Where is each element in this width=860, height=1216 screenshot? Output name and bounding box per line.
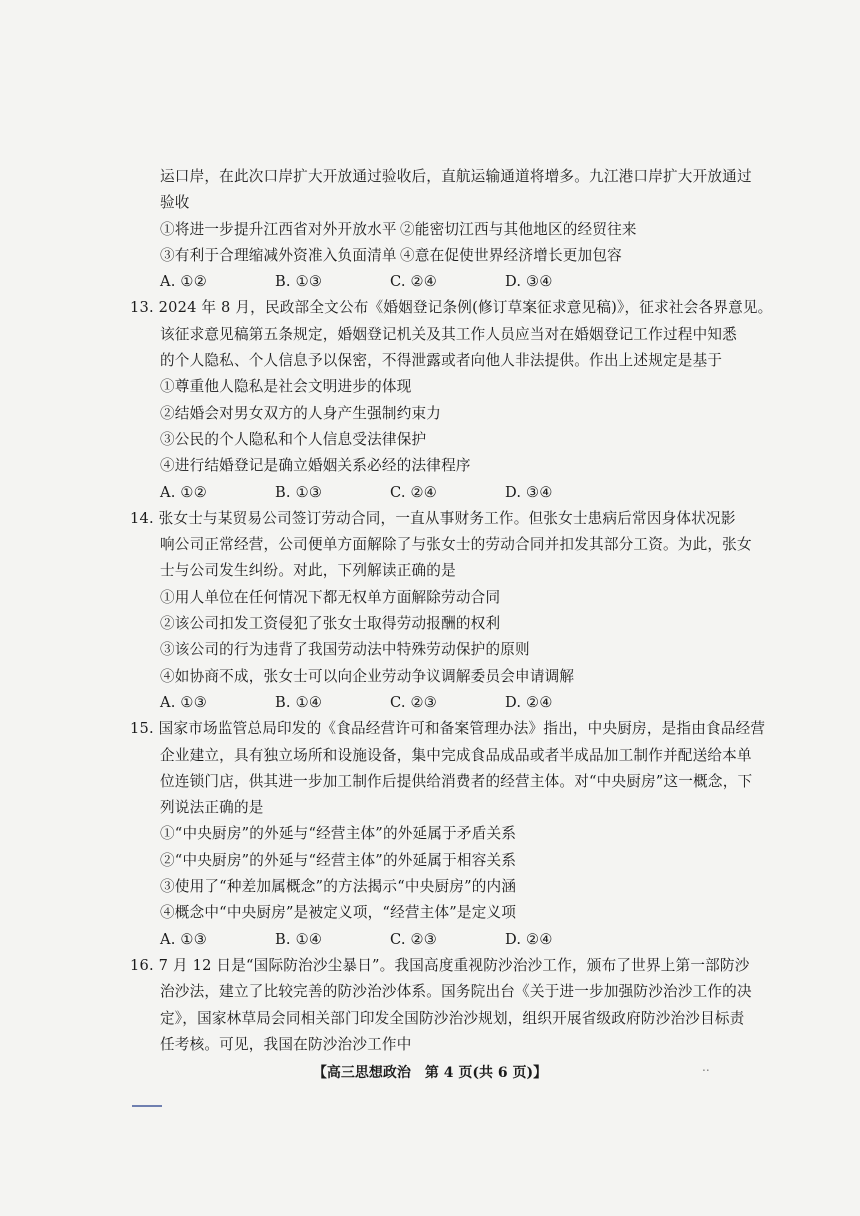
q14-option-a: A. ①③	[160, 693, 207, 711]
q12-option-b: B. ①③	[275, 273, 323, 291]
q12-option-a: A. ①②	[160, 273, 207, 291]
question-13	[130, 295, 773, 505]
q12-text-line1: 运口岸，在此次口岸扩大开放通过验收后，直航运输通道将增多。九江港口岸扩大开放通过	[160, 168, 752, 185]
q14-option-d: D. ②④	[505, 693, 553, 711]
question-15	[130, 716, 766, 953]
q14-statement-4: ④如协商不成，张女士可以向企业劳动争议调解委员会申请调解	[160, 667, 575, 685]
q15-statement-4: ④概念中“中央厨房”是被定义项，“经营主体”是定义项	[160, 904, 517, 922]
q14-statement-1: ①用人单位在任何情况下都无权单方面解除劳动合同	[160, 588, 501, 606]
q15-statement-1: ①“中央厨房”的外延与“经营主体”的外延属于矛盾关系	[160, 825, 517, 843]
q16-text-line1: 16. 7 月 12 日是“国际防治沙尘暴日”。我国高度重视防沙治沙工作，颁布了世界上第一部防沙	[130, 956, 750, 974]
q15-option-b: B. ①④	[275, 930, 323, 948]
q15-statement-3: ③使用了“种差加属概念”的方法揭示“中央厨房”的内涵	[160, 878, 517, 896]
q13-statement-1: ①尊重他人隐私是社会文明进步的体现	[160, 378, 412, 396]
q12-statement-3: ③有利于合理缩减外资准入负面清单	[160, 246, 397, 264]
q12-option-d: D. ③④	[505, 273, 553, 291]
q15-option-a: A. ①③	[160, 930, 207, 948]
q14-statement-3: ③该公司的行为违背了我国劳动法中特殊劳动保护的原则	[160, 641, 530, 659]
q12-statement-2: ②能密切江西与其他地区的经贸往来	[400, 220, 637, 238]
q14-option-c: C. ②③	[390, 693, 438, 711]
q15-text-line2: 企业建立，具有独立场所和设施设备，集中完成食品成品或者半成品加工制作并配送给本单	[160, 746, 752, 764]
q13-statement-3: ③公民的个人隐私和个人信息受法律保护	[160, 430, 427, 448]
q16-text-line3: 定》，国家林草局会同相关部门印发全国防沙治沙规划，组织开展省级政府防沙治沙目标责	[160, 1009, 745, 1027]
q14-statement-2: ②该公司扣发工资侵犯了张女士取得劳动报酬的权利	[160, 615, 501, 633]
question-14	[130, 506, 752, 716]
q13-text-line3: 的个人隐私、个人信息予以保密，不得泄露或者向他人非法提供。作出上述规定是基于	[160, 352, 723, 370]
q13-statement-4: ④进行结婚登记是确立婚姻关系必经的法律程序	[160, 457, 471, 475]
q12-statement-4: ④意在促使世界经济增长更加包容	[400, 246, 622, 264]
q14-option-b: B. ①④	[275, 693, 323, 711]
q15-statement-2: ②“中央厨房”的外延与“经营主体”的外延属于相容关系	[160, 851, 517, 869]
q14-text-line3: 士与公司发生纠纷。对此，下列解读正确的是	[160, 562, 456, 580]
q14-text-line2: 响公司正常经营，公司便单方面解除了与张女士的劳动合同并扣发其部分工资。为此，张女	[160, 536, 752, 554]
q13-option-c: C. ②④	[390, 483, 438, 501]
page-content	[130, 164, 773, 1058]
q12-option-c: C. ②④	[390, 273, 438, 291]
q12-statement-1: ①将进一步提升江西省对外开放水平	[160, 220, 397, 238]
q15-text-line4: 列说法正确的是	[160, 799, 264, 817]
q16-text-line4: 任考核。可见，我国在防沙治沙工作中	[160, 1035, 412, 1053]
page-footer: 【高三思想政治 第 4 页(共 6 页)】	[312, 1065, 548, 1081]
q14-text-line1: 14. 张女士与某贸易公司签订劳动合同，一直从事财务工作。但张女士患病后常因身体状况影	[130, 509, 736, 527]
q16-text-line2: 治沙法，建立了比较完善的防沙治沙体系。国务院出台《关于进一步加强防沙治沙工作的决	[160, 983, 752, 1001]
question-12	[160, 164, 752, 295]
q13-option-d: D. ③④	[505, 483, 553, 501]
footer-mark: ..	[702, 1060, 710, 1074]
q15-option-c: C. ②③	[390, 930, 438, 948]
q15-option-d: D. ②④	[505, 930, 553, 948]
question-16	[130, 953, 752, 1058]
q12-text-line2: 验收	[160, 194, 190, 212]
q13-text-line1: 13. 2024 年 8 月，民政部全文公布《婚姻登记条例(修订草案征求意见稿)》，征求社会各界意见。	[130, 299, 773, 317]
q13-text-line2: 该征求意见稿第五条规定，婚姻登记机关及其工作人员应当对在婚姻登记工作过程中知悉	[160, 325, 737, 343]
q13-option-b: B. ①③	[275, 483, 323, 501]
q15-text-line1: 15. 国家市场监管总局印发的《食品经营许可和备案管理办法》指出，中央厨房，是指由食品经营	[130, 720, 766, 738]
scan-edge-mark	[132, 1105, 162, 1107]
q13-statement-2: ②结婚会对男女双方的人身产生强制约束力	[160, 404, 442, 422]
q13-option-a: A. ①②	[160, 483, 207, 501]
q15-text-line3: 位连锁门店，供其进一步加工制作后提供给消费者的经营主体。对“中央厨房”这一概念，下	[160, 772, 753, 790]
